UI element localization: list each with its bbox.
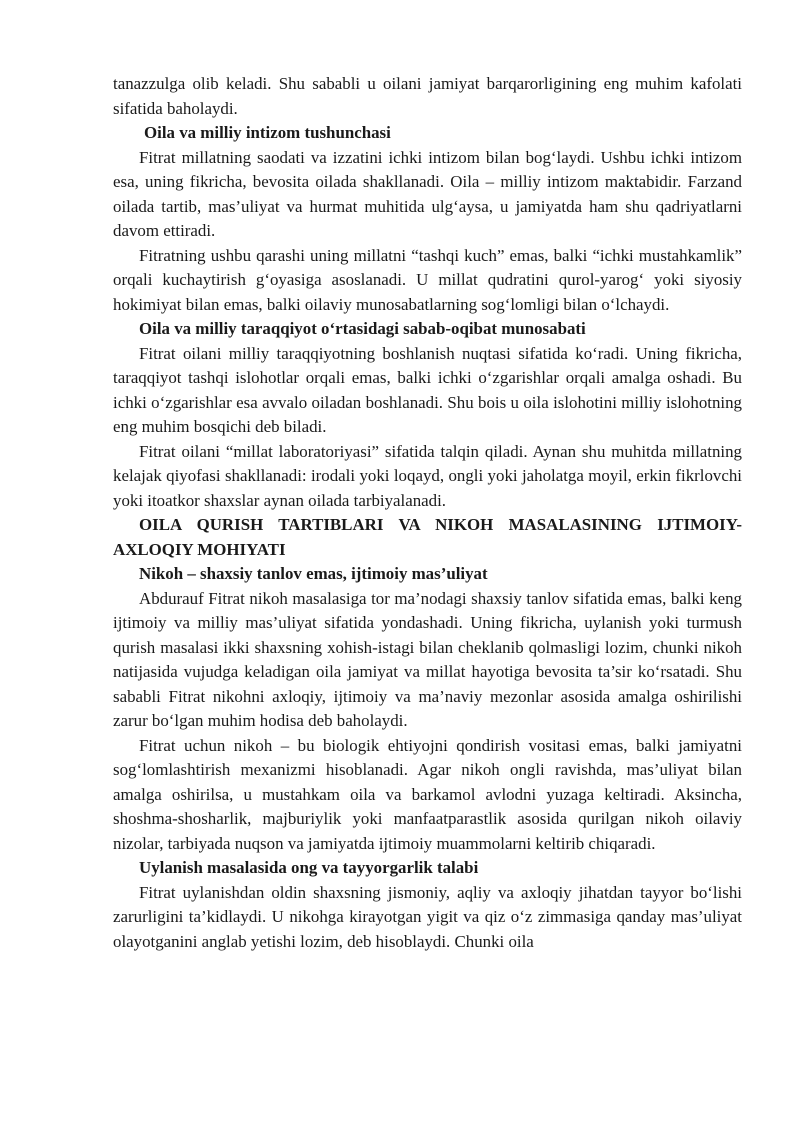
- paragraph: Fitrat uchun nikoh – bu biologik ehtiyojni qondirish vositasi emas, balki jamiyatni sog‘lomlashtirish mexanizmi hisoblanadi. Agar nikoh ongli ravishda, mas’uliyat bilan amalga oshirilsa, u mustahkam oila va barkamol avlodni yuzaga keltiradi. Aksincha, shoshma-shosharlik, majburiylik yoki manfaatparastlik asosida qurilgan nikoh oilaviy nizolar, tarbiyada nuqson va jamiyatda ijtimoiy muammolarni keltirib chiqaradi.: [113, 735, 742, 853]
- paragraph: Fitrat oilani milliy taraqqiyotning boshlanish nuqtasi sifatida ko‘radi. Uning fikricha, taraqqiyot tashqi islohotlar orqali emas, balki ichki o‘zgarishlar orqali amalga oshadi. Bu ichki o‘zgarishlar esa avvalo oiladan boshlanadi. Shu bois u oila islohotini milliy islohotning eng muhim bosqichi deb biladi.: [113, 343, 742, 436]
- paragraph: Fitratning ushbu qarashi uning millatni “tashqi kuch” emas, balki “ichki mustahkamlik” orqali kuchaytirish g‘oyasiga asoslanadi. U millat qudratini qurol-yarog‘ yoki siyosiy hokimiyat bilan emas, balki oilaviy munosabatlarning sog‘lomligi bilan o‘lchaydi.: [113, 245, 742, 314]
- section-heading: Oila va milliy taraqqiyot o‘rtasidagi sabab-oqibat munosabati: [139, 319, 586, 338]
- paragraph: Fitrat uylanishdan oldin shaxsning jismoniy, aqliy va axloqiy jihatdan tayyor bo‘lishi zarurligini ta’kidlaydi. U nikohga kirayotgan yigit va qiz o‘z zimmasiga qanday mas’uliyat olayotganini anglab yetishi lozim, deb hisoblaydi. Chunki oila: [113, 882, 742, 951]
- paragraph: tanazzulga olib keladi. Shu sababli u oilani jamiyat barqarorligining eng muhim kafolati sifatida baholaydi.: [113, 74, 742, 118]
- section-heading: Nikoh – shaxsiy tanlov emas, ijtimoiy mas’uliyat: [139, 564, 488, 583]
- paragraph: Fitrat oilani “millat laboratoriyasi” sifatida talqin qiladi. Aynan shu muhitda millatning kelajak qiyofasi shakllanadi: irodali yoki loqayd, ongli yoki jaholatga moyil, erkin fikrlovchi yoki itoatkor shaxslar aynan oilada tarbiyalanadi.: [113, 441, 742, 510]
- paragraph: Abdurauf Fitrat nikoh masalasiga tor ma’nodagi shaxsiy tanlov sifatida emas, balki keng ijtimoiy va milliy mas’uliyat sifatida yondashadi. Uning fikricha, uylanish yoki turmush qurish masalasi ikki shaxsning xohish-istagi bilan cheklanib qolmasligi lozim, chunki nikoh natijasida vujudga keladigan oila jamiyat va millat hayotiga bevosita ta’sir ko‘rsatadi. Shu sababli Fitrat nikohni axloqiy, ijtimoiy va ma’naviy mezonlar asosida amalga oshirilishi zarur bo‘lgan muhim hodisa deb baholaydi.: [113, 588, 742, 730]
- section-heading: Oila va milliy intizom tushunchasi: [144, 123, 391, 142]
- section-heading: Uylanish masalasida ong va tayyorgarlik talabi: [139, 858, 479, 877]
- document-page: [113, 72, 742, 954]
- paragraph: Fitrat millatning saodati va izzatini ichki intizom bilan bog‘laydi. Ushbu ichki intizom esa, uning fikricha, bevosita oilada shakllanadi. Oila – milliy intizom maktabidir. Farzand oilada tartib, mas’uliyat va hurmat muhitida ulg‘aysa, u jamiyatda ham shu qadriyatlarni davom ettiradi.: [113, 147, 742, 240]
- chapter-heading: OILA QURISH TARTIBLARI VA NIKOH MASALASINING IJTIMOIY-AXLOQIY MOHIYATI: [113, 515, 742, 559]
